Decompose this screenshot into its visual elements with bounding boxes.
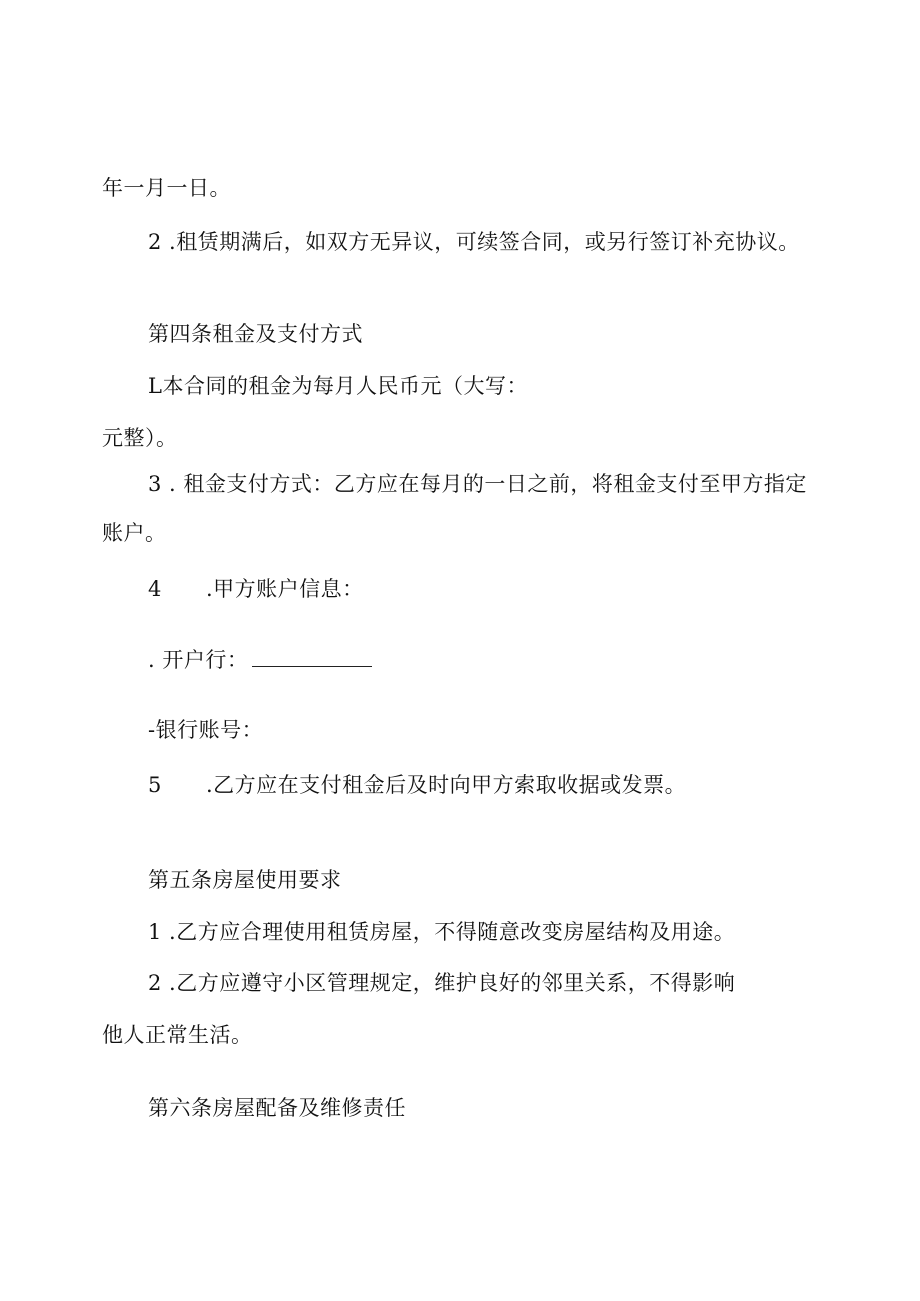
bank-name-blank [252,648,372,667]
clause-5-item-2: 2 .乙方应遵守小区管理规定，维护良好的邻里关系，不得影响 [148,971,736,995]
item-number: 5 [148,773,162,797]
clause-4-item-3: 3 . 租金支付方式：乙方应在每月的一日之前，将租金支付至甲方指定 [148,472,807,496]
clause-5-item-1: 1 .乙方应合理使用租赁房屋，不得随意改变房屋结构及用途。 [148,920,736,944]
clause-4-item-1-continued: 元整）。 [102,426,178,450]
bank-name-line [148,646,372,674]
clause-4-item-1: L本合同的租金为每月人民币元（大写： [148,374,528,398]
clause-4-item-4 [148,575,364,603]
article-4-heading: 第四条租金及支付方式 [148,322,363,346]
text-line-date-fragment: 年一月一日。 [102,176,231,200]
clause-3-item-2: 2 .租赁期满后，如双方无异议，可续签合同，或另行签订补充协议。 [148,230,800,254]
bank-account-line: -银行账号： [148,718,264,742]
clause-4-item-3-continued: 账户。 [102,521,167,545]
article-6-heading: 第六条房屋配备及维修责任 [148,1096,406,1120]
article-5-heading: 第五条房屋使用要求 [148,868,342,892]
bank-name-label: . 开户行： [148,648,249,672]
item-number: 4 [148,577,162,601]
item-text: .乙方应在支付租金后及时向甲方索取收据或发票。 [206,773,687,797]
item-text: .甲方账户信息： [206,577,364,601]
clause-4-item-5 [148,771,686,799]
clause-5-item-2-continued: 他人正常生活。 [102,1023,253,1047]
